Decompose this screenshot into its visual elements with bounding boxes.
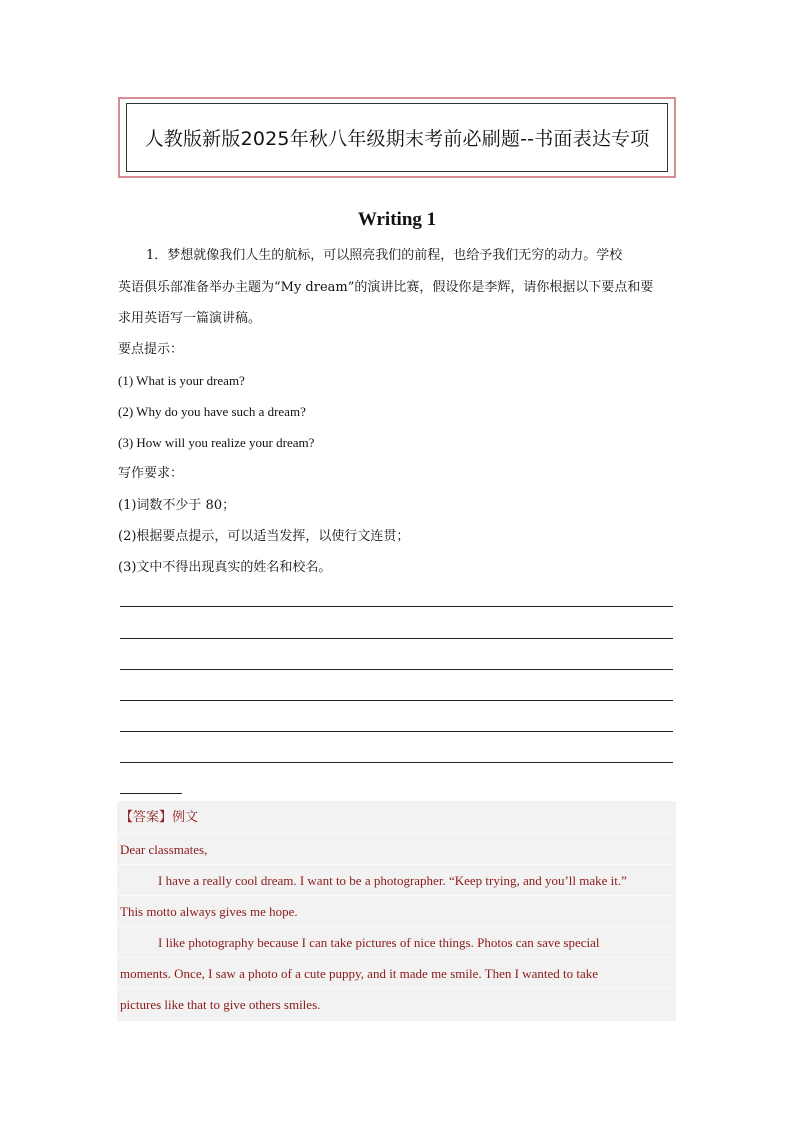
answer-divider xyxy=(117,864,676,865)
point-item: (2) Why do you have such a dream? xyxy=(118,404,306,419)
title-frame xyxy=(126,103,668,172)
requirement-item: (1)词数不少于 80； xyxy=(118,498,236,513)
requirements-label: 写作要求： xyxy=(118,466,184,481)
answer-paragraph-line: I have a really cool dream. I want to be a photographer. “Keep trying, and you’ll make it.” xyxy=(158,873,627,888)
answer-label: 【答案】例文 xyxy=(120,810,199,825)
point-item: (3) How will you realize your dream? xyxy=(118,435,315,450)
section-heading: Writing 1 xyxy=(357,209,437,230)
writing-line[interactable] xyxy=(120,731,673,732)
answer-divider xyxy=(117,957,676,958)
writing-line[interactable] xyxy=(120,669,673,670)
answer-divider xyxy=(117,833,676,834)
answer-divider xyxy=(117,895,676,896)
requirement-item: (3)文中不得出现真实的姓名和校名。 xyxy=(118,560,332,575)
writing-line-end[interactable] xyxy=(120,793,182,794)
writing-line[interactable] xyxy=(120,700,673,701)
answer-paragraph-line: moments. Once, I saw a photo of a cute puppy, and it made me smile. Then I wanted to take xyxy=(120,966,598,981)
requirement-item: (2)根据要点提示，可以适当发挥，以使行文连贯； xyxy=(118,529,410,544)
answer-paragraph-line: I like photography because I can take pictures of nice things. Photos can save special xyxy=(158,935,600,950)
answer-divider xyxy=(117,926,676,927)
page-title: 人教版新版2025年秋八年级期末考前必刷题--书面表达专项 xyxy=(144,128,650,150)
point-item: (1) What is your dream? xyxy=(118,373,245,388)
writing-line[interactable] xyxy=(120,606,673,607)
answer-paragraph-line: This motto always gives me hope. xyxy=(120,904,298,919)
writing-line[interactable] xyxy=(120,762,673,763)
writing-line[interactable] xyxy=(120,638,673,639)
question-intro-line: 1．梦想就像我们人生的航标，可以照亮我们的前程，也给予我们无穷的动力。学校 xyxy=(146,248,623,263)
points-label: 要点提示： xyxy=(118,342,184,357)
answer-greeting: Dear classmates, xyxy=(120,842,208,857)
title-box xyxy=(118,97,676,178)
answer-paragraph-line: pictures like that to give others smiles. xyxy=(120,997,321,1012)
question-intro-line: 求用英语写一篇演讲稿。 xyxy=(118,311,262,326)
answer-divider xyxy=(117,988,676,989)
question-intro-line: 英语俱乐部准备举办主题为“My dream”的演讲比赛，假设你是李辉，请你根据以下要点和要 xyxy=(118,280,654,295)
